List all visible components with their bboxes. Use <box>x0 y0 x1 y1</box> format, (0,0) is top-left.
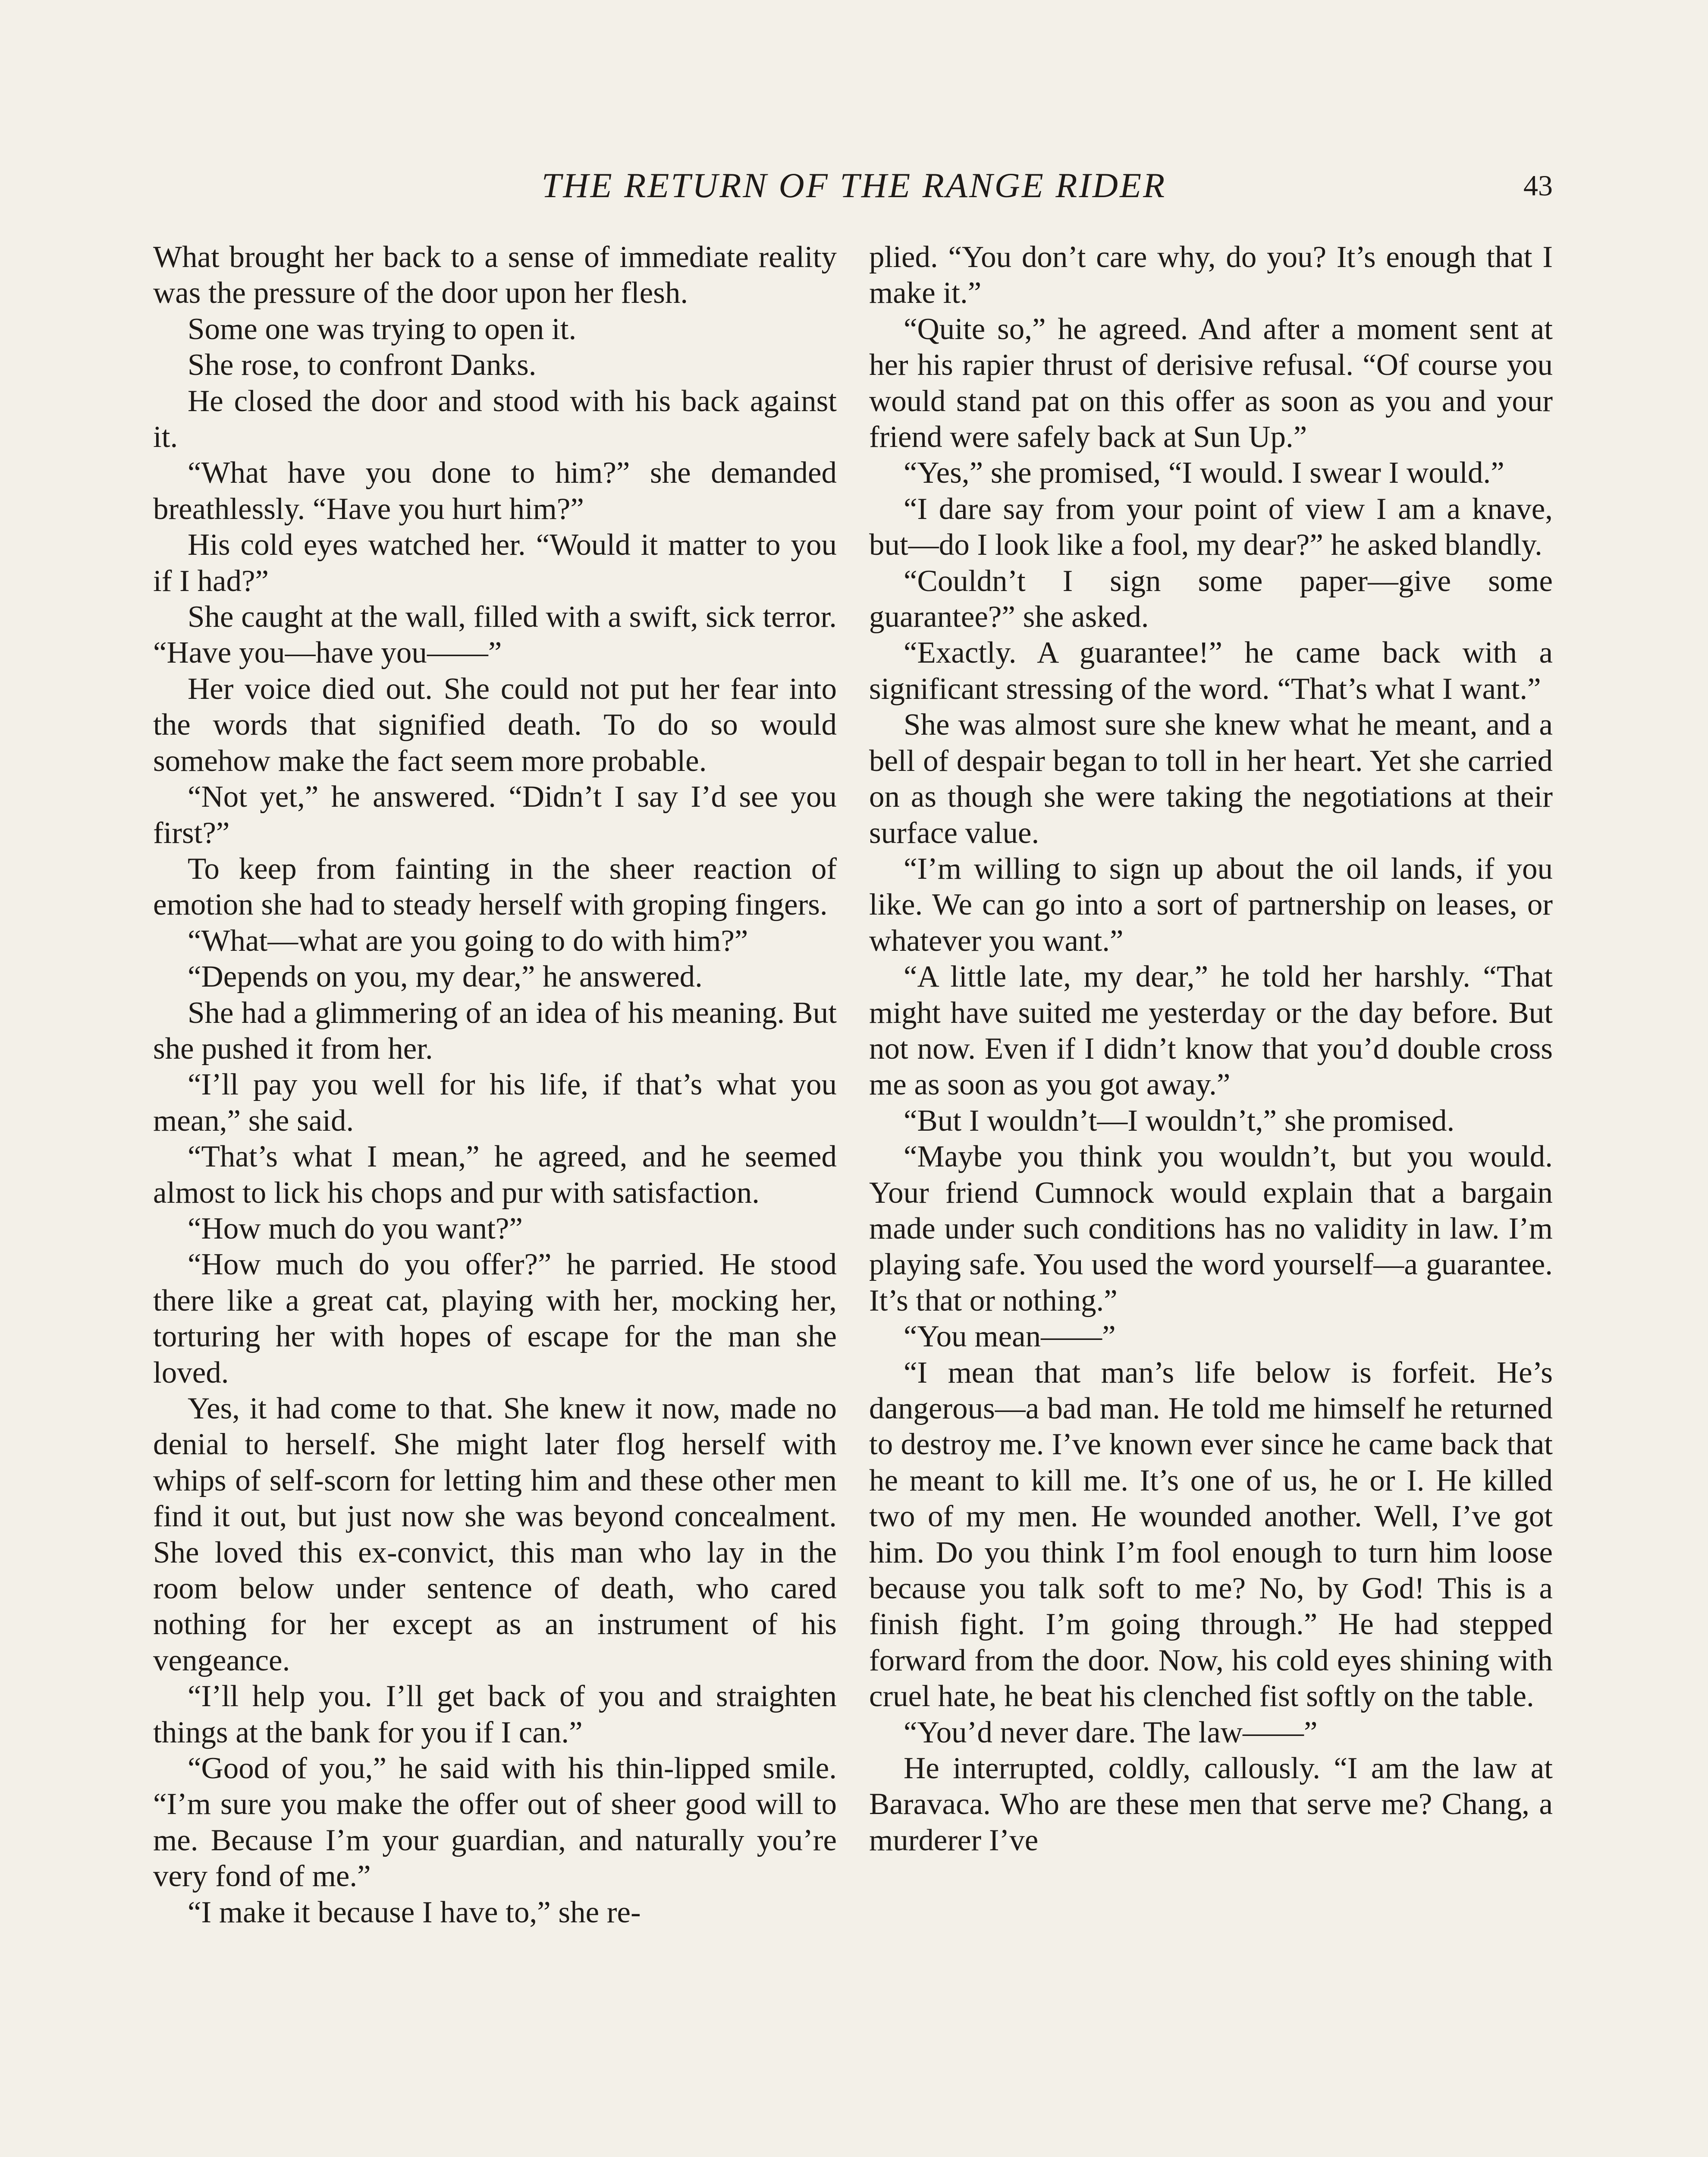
right-column <box>869 239 1553 1858</box>
page-number: 43 <box>1523 169 1553 202</box>
paragraph: To keep from fainting in the sheer reaction of emotion she had to steady herself with groping fingers. <box>153 852 837 922</box>
running-title: THE RETURN OF THE RANGE RIDER <box>541 166 1167 205</box>
paragraph: She was almost sure she knew what he meant, and a bell of despair began to toll in her heart. Yet she carried on as though she were taking the negotiations at their surface value. <box>869 708 1553 850</box>
paragraph: He closed the door and stood with his back against it. <box>153 384 837 454</box>
paragraph: “What—what are you going to do with him?” <box>188 924 748 958</box>
paragraph: “I dare say from your point of view I am a knave, but—do I look like a fool, my dear?” he asked blandly. <box>869 492 1553 562</box>
paragraph: His cold eyes watched her. “Would it matter to you if I had?” <box>153 528 837 598</box>
paragraph: “Exactly. A guarantee!” he came back with a significant stressing of the word. “That’s what I want.” <box>869 636 1553 706</box>
paragraph: Her voice died out. She could not put her fear into the words that signified death. To do so would somehow make the fact seem more probable. <box>153 672 837 778</box>
paragraph: He interrupted, coldly, callously. “I am the law at Baravaca. Who are these men that serve me? Chang, a murderer I’ve <box>869 1751 1553 1857</box>
paragraph: “You mean——” <box>904 1320 1116 1354</box>
paragraph: “But I wouldn’t—I wouldn’t,” she promised. <box>904 1104 1455 1138</box>
paragraph: She had a glimmering of an idea of his meaning. But she pushed it from her. <box>153 996 837 1066</box>
paragraph: “Quite so,” he agreed. And after a moment sent at her his rapier thrust of derisive refusal. “Of course you would stand pat on this offer as soon as you and your friend were safely back at Sun Up.” <box>869 312 1553 454</box>
paragraph: “That’s what I mean,” he agreed, and he seemed almost to lick his chops and pur with satisfaction. <box>153 1140 837 1210</box>
paragraph: Some one was trying to open it. <box>188 312 577 346</box>
paragraph: What brought her back to a sense of immediate reality was the pressure of the door upon her flesh. <box>153 240 837 310</box>
paragraph: “How much do you want?” <box>188 1211 523 1245</box>
paragraph: “Maybe you think you wouldn’t, but you would. Your friend Cumnock would explain that a bargain made under such conditions has no validity in law. I’m playing safe. You used the word yourself—a guarantee. It’s that or nothing.” <box>869 1140 1553 1317</box>
paragraph: “What have you done to him?” she demanded breathlessly. “Have you hurt him?” <box>153 456 837 526</box>
paragraph: “Depends on you, my dear,” he answered. <box>188 960 703 994</box>
paragraph: “I’m willing to sign up about the oil lands, if you like. We can go into a sort of partnership on leases, or whatever you want.” <box>869 852 1553 958</box>
paragraph: Yes, it had come to that. She knew it now, made no denial to herself. She might later flog herself with whips of self-scorn for letting him and these other men find it out, but just now she was beyond concealment. She loved this ex-convict, this man who lay in the room below under sentence of death, who cared nothing for her except as an instrument of his vengeance. <box>153 1392 837 1677</box>
page-header <box>155 160 1553 211</box>
paragraph: “How much do you offer?” he parried. He stood there like a great cat, playing with her, mocking her, torturing her with hopes of escape for the man she loved. <box>153 1248 837 1390</box>
paragraph: She rose, to confront Danks. <box>188 348 537 382</box>
left-column <box>153 239 837 1931</box>
paragraph: “A little late, my dear,” he told her harshly. “That might have suited me yesterday or the day before. But not now. Even if I didn’t know that you’d double cross me as soon as you got away.” <box>869 960 1553 1102</box>
paragraph: “I’ll pay you well for his life, if that’s what you mean,” she said. <box>153 1068 837 1138</box>
paragraph: “I mean that man’s life below is forfeit. He’s dangerous—a bad man. He told me himself he returned to destroy me. I’ve known ever since he came back that he meant to kill me. It’s one of us, he or I. He killed two of my men. He wounded another. Well, I’ve got him. Do you think I’m fool enough to turn him loose because you talk soft to me? No, by God! This is a finish fight. I’m going through.” He had stepped forward from the door. Now, his cold eyes shining with cruel hate, he beat his clenched fist softly on the table. <box>869 1355 1553 1714</box>
paragraph: “Yes,” she promised, “I would. I swear I would.” <box>904 456 1504 490</box>
paragraph: plied. “You don’t care why, do you? It’s enough that I make it.” <box>869 240 1553 310</box>
paragraph: “I make it because I have to,” she re- <box>188 1895 641 1929</box>
paragraph: “Couldn’t I sign some paper—give some guarantee?” she asked. <box>869 564 1553 634</box>
paragraph: “I’ll help you. I’ll get back of you and straighten things at the bank for you if I can.” <box>153 1679 837 1749</box>
paragraph: “You’d never dare. The law——” <box>904 1715 1318 1749</box>
paragraph: She caught at the wall, filled with a swift, sick terror. “Have you—have you——” <box>153 600 837 670</box>
paragraph: “Good of you,” he said with his thin-lipped smile. “I’m sure you make the offer out of sheer good will to me. Because I’m your guardian, and naturally you’re very fond of me.” <box>153 1751 837 1893</box>
paragraph: “Not yet,” he answered. “Didn’t I say I’d see you first?” <box>153 780 837 850</box>
